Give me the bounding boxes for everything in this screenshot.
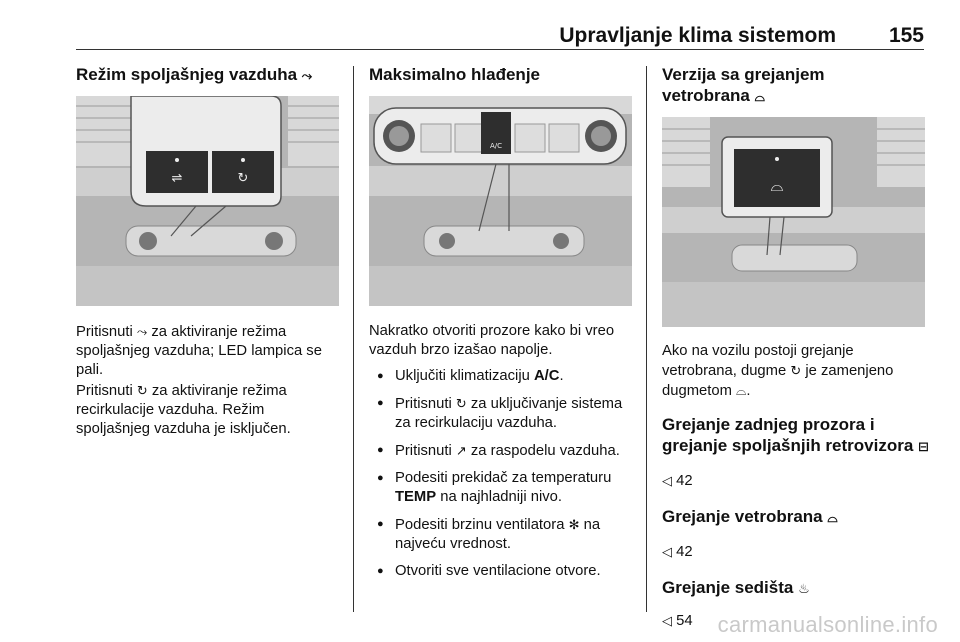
section-heading-windscreen: Grejanje vetrobrana ⌓ <box>662 507 838 526</box>
svg-text:⌓: ⌓ <box>770 176 784 195</box>
recirculation-icon: ↻ <box>790 363 802 378</box>
reference-seat-heating[interactable]: ◁ 54 <box>662 613 693 629</box>
svg-text:⇌: ⇌ <box>171 171 183 186</box>
section-heading-max-cooling: Maksimalno hlađenje <box>369 65 540 84</box>
section-heading-rear-window: Grejanje zadnjeg prozora i grejanje spoljašnjih retrovizora ⊟ <box>662 415 929 455</box>
column-divider-2 <box>646 66 647 612</box>
section-heading-seat-heating: Grejanje sedišta ♨ <box>662 578 810 597</box>
recirculation-icon: ↻ <box>455 396 467 411</box>
air-distribution-icon: ↗ <box>455 443 467 458</box>
illustration-windscreen-heating <box>662 117 925 327</box>
section-heading-outside-air: Režim spoljašnjeg vazduha ⤳ <box>76 65 313 84</box>
seat-heating-icon: ♨ <box>798 581 810 596</box>
list-item: ● Pritisnuti ↗ za raspodelu vazduha. <box>369 441 635 461</box>
list-item: ● Podesiti prekidač za temperaturu TEMP na najhladniji nivo. <box>369 469 635 507</box>
column-3 <box>662 64 930 107</box>
svg-text:↻: ↻ <box>237 171 249 186</box>
illustration-outside-air <box>76 96 339 306</box>
page-reference-icon: ◁ <box>662 473 672 488</box>
ac-button-label: A/C <box>489 142 503 150</box>
paragraph-recirculation: Pritisnuti ↻ za aktiviranje režima recirkulacije vazduha. Režim spoljašnjeg vazduha je isključen. <box>76 383 291 437</box>
header-title: Upravljanje klima sistemom <box>559 24 836 47</box>
column-2 <box>369 64 635 85</box>
windscreen-heating-icon: ⌓ <box>827 510 838 525</box>
reference-rear-window[interactable]: ◁ 42 <box>662 473 693 489</box>
windscreen-heating-icon: ⌓ <box>754 89 765 104</box>
reference-windscreen[interactable]: ◁ 42 <box>662 544 693 560</box>
page-reference-icon: ◁ <box>662 613 672 628</box>
column-2-text <box>369 322 635 589</box>
page-number: 155 <box>888 24 924 47</box>
list-item: ● Pritisnuti ↻ za uključivanje sistema za recirkulaciju vazduha. <box>369 394 635 433</box>
outside-air-icon: ⤳ <box>136 324 148 339</box>
watermark: carmanualsonline.info <box>717 612 938 637</box>
column-1 <box>76 64 342 86</box>
paragraph-intro: Nakratko otvoriti prozore kako bi vreo vazduh brzo izašao napolje. <box>369 323 615 358</box>
page-reference-icon: ◁ <box>662 544 672 559</box>
section-heading-windscreen-version: Verzija sa grejanjem vetrobrana ⌓ <box>662 65 825 105</box>
recirculation-icon: ↻ <box>136 383 148 398</box>
outside-air-icon: ⤳ <box>301 68 313 83</box>
fan-icon: ✻ <box>568 517 580 532</box>
windscreen-heating-icon: ⌓ <box>736 383 747 398</box>
paragraph-windscreen-version: Ako na vozilu postoji grejanje vetrobrana, dugme ↻ je zamenjeno dugmetom ⌓. <box>662 343 894 399</box>
paragraph-outside-air: Pritisnuti ⤳ za aktiviranje režima spoljašnjeg vazduha; LED lampica se pali. <box>76 324 322 378</box>
rear-window-heating-icon: ⊟ <box>918 439 929 454</box>
column-1-text <box>76 322 342 439</box>
column-divider-1 <box>353 66 354 612</box>
column-3-text <box>662 342 932 631</box>
list-item: ● Otvoriti sve ventilacione otvore. <box>369 562 635 581</box>
header-rule <box>76 49 924 50</box>
illustration-max-cooling <box>369 96 632 306</box>
steps-list <box>369 367 635 581</box>
list-item: ● Uključiti klimatizaciju A/C. <box>369 367 635 386</box>
list-item: ● Podesiti brzinu ventilatora ✻ na najveću vrednost. <box>369 515 635 554</box>
